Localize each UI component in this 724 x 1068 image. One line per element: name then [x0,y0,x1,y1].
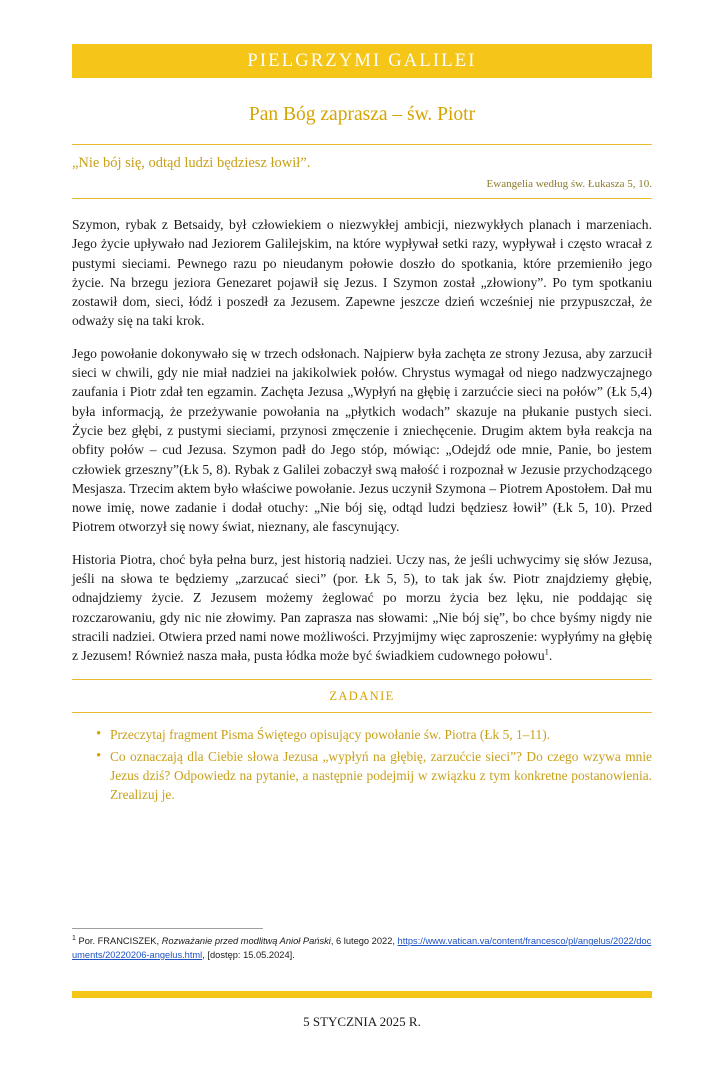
footnote-text [72,934,652,963]
task-heading: ZADANIE [329,688,395,703]
paragraph-1: Szymon, rybak z Betsaidy, był człowiekiem o niezwykłej ambicji, niezwykłych planach i marzeniach. Jego życie upływało nad Jeziorem Galilejskim, na które wypływał setki razy, wypływał i często wracał z pustymi sieciami. Pewnego razu po nieudanym połowie doszło do spotkania, które przemieniło jego życie. Na brzegu jeziora Genezaret pojawił się Jezus. I Szymon został „złowiony”. Po tym spotkaniu zostawił dom, sieci, łódź i poszedł za Jezusem. Zapewne jeszcze dzień wcześniej nie przypuszczał, że odważy się na taki krok. [72,217,652,329]
header-banner-title: PIELGRZYMI GALILEI [247,50,477,71]
paragraph-3: Historia Piotra, choć była pełna burz, jest historią nadziei. Uczy nas, że jeśli uchwycimy się słów Jezusa, jeśli na słowa te będziemy „zarzucać sieci” (por. Łk 5, 5), to tak jak św. Piotr znajdziemy głębię, odnajdziemy życie. Z Jezusem możemy żeglować po morzu życia bez lęku, nie poddając się rozczarowaniu, gdy nic nie złowimy. Pan zaprasza nas słowami: „Nie bój się”, bo chce byśmy nigdy nie stracili nadziei. Otwiera przed nami nowe możliwości. Przyjmijmy więc zaproszenie: wypłyńmy na głębię z Jezusem! Również nasza mała, pusta łódka może być świadkiem cudownego połowu$^1$. [72,551,652,664]
footnote-area [72,928,652,963]
footer-band [72,991,652,998]
list-item: • Przeczytaj fragment Pisma Świętego opisujący powołanie św. Piotra (Łk 5, 1–11). [96,725,652,744]
paragraph-2: Jego powołanie dokonywało się w trzech odsłonach. Najpierw była zachęta ze strony Jezusa, aby zarzucił sieci w chwili, gdy nie miał nadziei na jakikolwiek połów. Chrystus wymagał od niego nadzwyczajnego zaufania i Piotr zdał ten egzamin. Zachęta Jezusa „Wypłyń na głębię i zarzućcie sieci na połów” (Łk 5,4) była informacją, że przeżywanie powołania na „płytkich wodach” skazuje na płukanie pustych sieci. Życie bez głębi, z pustymi sieciami, przynosi zmęczenie i zniechęcenie. Drugim aktem była reakcja na obfity połów – cud Jezusa. Szymon padł do Jego stóp, mówiąc: „Odejdź ode mnie, Panie, bo jestem człowiek grzeszny”(Łk 5, 8). Rybak z Galilei zobaczył swą małość i rozpoznał w Jezusie przychodzącego Mesjasza. Trzecim aktem było właściwe powołanie. Jezus uczynił Szymona – Piotrem Apostołem. Dał mu nowe imię, nowe zadanie i dodał otuchy: „Nie bój się, odtąd ludzi będziesz łowił” (Łk 5, 10). Przed Piotrem otworzył się nowy świat, nieznany, ale fascynujący. [72,345,652,535]
footnote-marker: 1 [72,935,76,942]
list-item: • Co oznaczają dla Ciebie słowa Jezusa „wypłyń na głębię, zarzućcie sieci”? Do czego wzywa mnie Jezus dziś? Odpowiedz na pytanie, a następnie podejmij w związku z tym konkretne postanowienia. Zrealizuj je. [96,747,652,804]
epigraph-quote: „Nie bój się, odtąd ludzi będziesz łowił”. [72,155,311,171]
footnote-prefix: Por. FRANCISZEK, [78,936,162,947]
footnote-separator [72,928,263,929]
divider-under-epigraph [72,198,652,199]
footnote-middle: , 6 lutego 2022, [330,936,395,947]
footer-date: 5 STYCZNIA 2025 R. [303,1014,421,1029]
footnote-link[interactable]: https://www.vatican.va/content/francesco/pl/angelus/2022/documents/20220206-angelus.html [72,936,652,961]
epigraph [72,155,652,190]
divider-below-task-heading [72,712,652,713]
divider-top [72,144,652,145]
task-list [72,725,652,804]
divider-above-task [72,679,652,680]
footnote-suffix: , [dostęp: 15.05.2024]. [202,950,295,961]
footnote-title: Rozważanie przed modlitwą Anioł Pański [161,936,331,947]
epigraph-source: Ewangelia według św. Łukasza 5, 10. [486,178,652,190]
paragraph-3-text: Historia Piotra, choć była pełna burz, jest historią nadziei. Uczy nas, że jeśli uchwycimy się słów Jezusa, jeśli na słowa te będziemy „zarzucać sieci” (por. Łk 5, 5), to tak jak św. Piotr znajdziemy głębię, odnajdziemy życie. Z Jezusem możemy żeglować po morzu życia bez lęku, nie poddając się rozczarowaniu, gdy nic nie złowimy. Pan zaprasza nas słowami: „Nie bój się”, bo chce byśmy nigdy nie stracili nadziei. Otwiera przed nami nowe możliwości. Przyjmijmy więc zaproszenie: wypłyńmy na głębię z Jezusem! Również nasza mała, pusta łódka może być świadkiem cudownego połowu [72,551,652,664]
article-body [72,215,652,666]
header-banner [72,44,652,78]
document-page [0,44,724,1068]
page-title: Pan Bóg zaprasza – św. Piotr [248,104,476,125]
footnote-reference: 1 [544,646,549,657]
